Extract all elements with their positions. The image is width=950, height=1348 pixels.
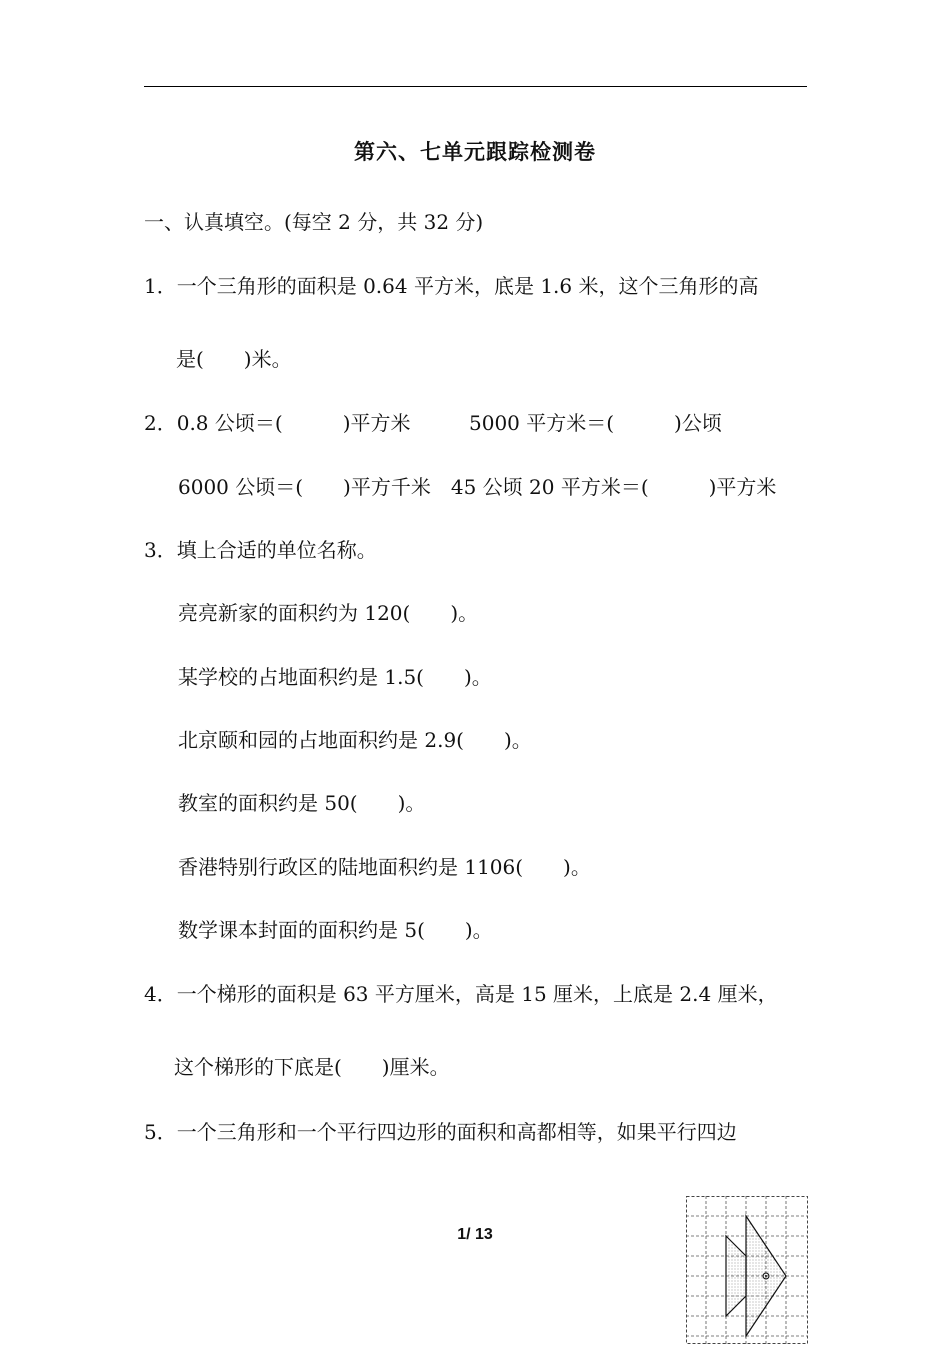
question-3-item: 香港特别行政区的陆地面积约是 1106( )。 xyxy=(178,855,591,879)
page-title: 第六、七单元跟踪检测卷 xyxy=(354,139,596,164)
question-3-item: 北京颐和园的占地面积约是 2.9( )。 xyxy=(178,728,532,752)
grid-figure-icon xyxy=(686,1196,808,1344)
question-2-line-2: 6000 公顷＝( )平方千米 45 公顷 20 平方米＝( )平方米 xyxy=(178,475,777,499)
question-2-line-1b: 5000 平方米＝( )公顷 xyxy=(469,411,722,435)
page-number: 1/ 13 xyxy=(457,1226,493,1243)
question-3-item: 亮亮新家的面积约为 120( )。 xyxy=(178,601,479,625)
question-1-line-1: 1．一个三角形的面积是 0.64 平方米，底是 1.6 米，这个三角形的高 xyxy=(144,274,759,298)
question-4-line-2: 这个梯形的下底是( )厘米。 xyxy=(174,1055,450,1079)
question-2-line-1a: 2．0.8 公顷＝( )平方米 xyxy=(144,411,411,435)
question-5-line-1: 5．一个三角形和一个平行四边形的面积和高都相等，如果平行四边 xyxy=(144,1120,737,1144)
question-3-item: 某学校的占地面积约是 1.5( )。 xyxy=(178,665,492,689)
header-rule xyxy=(144,86,807,87)
question-3-item: 教室的面积约是 50( )。 xyxy=(178,791,426,815)
question-3-intro: 3．填上合适的单位名称。 xyxy=(144,538,377,562)
question-4-line-1: 4．一个梯形的面积是 63 平方厘米，高是 15 厘米，上底是 2.4 厘米， xyxy=(144,982,778,1006)
question-1-line-2: 是( )米。 xyxy=(176,347,292,371)
section-heading: 一、认真填空。(每空 2 分，共 32 分) xyxy=(144,210,484,234)
question-3-item: 数学课本封面的面积约是 5( )。 xyxy=(178,918,493,942)
